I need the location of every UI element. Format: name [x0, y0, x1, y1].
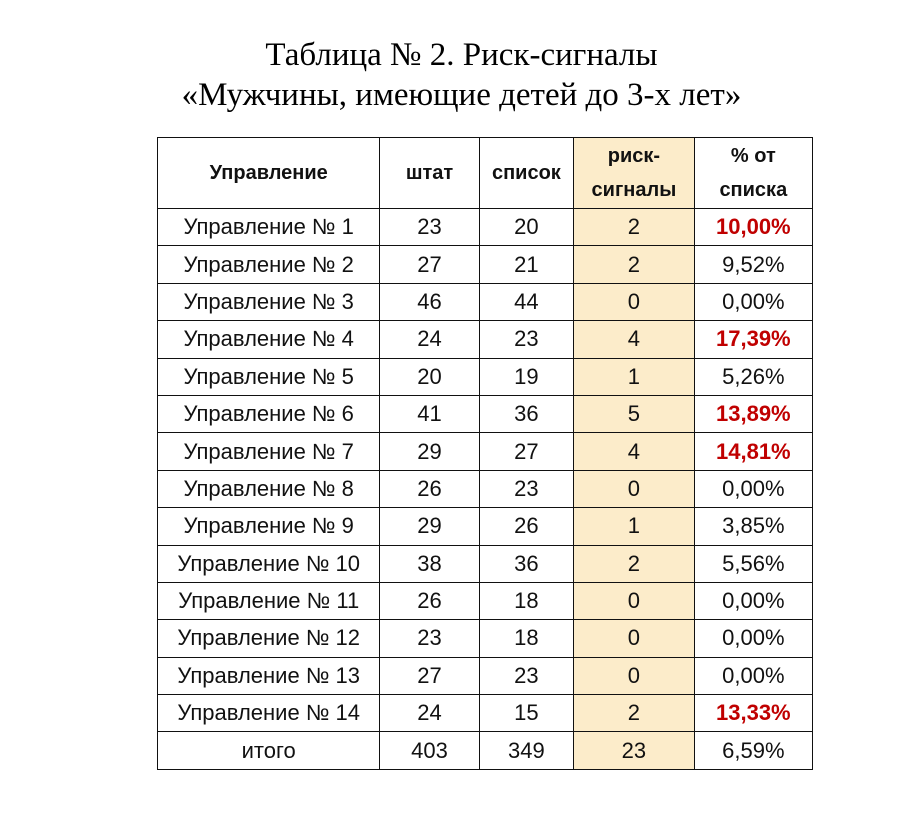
cell-staff: 20 [380, 358, 479, 395]
table-row [158, 209, 813, 246]
table-row [158, 358, 813, 395]
header-percent-line1: % от [730, 145, 776, 167]
cell-percent: 5,26% [694, 358, 812, 395]
header-risk-signals [574, 138, 694, 209]
cell-department: Управление № 12 [158, 620, 380, 657]
table-row [158, 657, 813, 694]
cell-percent: 17,39% [694, 321, 812, 358]
cell-staff: 23 [380, 620, 479, 657]
cell-staff: 24 [380, 695, 479, 732]
cell-risk-signals: 5 [574, 395, 694, 432]
cell-list: 18 [479, 582, 574, 619]
total-percent: 6,59% [694, 732, 812, 769]
cell-risk-signals: 4 [574, 433, 694, 470]
cell-staff: 46 [380, 283, 479, 320]
cell-department: Управление № 6 [158, 395, 380, 432]
cell-department: Управление № 10 [158, 545, 380, 582]
cell-risk-signals: 2 [574, 545, 694, 582]
cell-percent: 0,00% [694, 620, 812, 657]
table-row [158, 433, 813, 470]
table-row [158, 283, 813, 320]
cell-percent: 9,52% [694, 246, 812, 283]
table-title-line1: Таблица № 2. Риск-сигналы [265, 37, 658, 73]
cell-department: Управление № 4 [158, 321, 380, 358]
table-row [158, 470, 813, 507]
cell-staff: 38 [380, 545, 479, 582]
cell-staff: 26 [380, 470, 479, 507]
table-total-row [158, 732, 813, 769]
table-row [158, 321, 813, 358]
cell-list: 18 [479, 620, 574, 657]
cell-list: 36 [479, 395, 574, 432]
cell-list: 44 [479, 283, 574, 320]
cell-department: Управление № 11 [158, 582, 380, 619]
cell-staff: 24 [380, 321, 479, 358]
cell-department: Управление № 7 [158, 433, 380, 470]
total-risk-signals: 23 [574, 732, 694, 769]
cell-risk-signals: 1 [574, 358, 694, 395]
cell-department: Управление № 1 [158, 209, 380, 246]
header-staff: штат [380, 138, 479, 209]
cell-risk-signals: 2 [574, 695, 694, 732]
cell-percent: 0,00% [694, 283, 812, 320]
cell-risk-signals: 0 [574, 283, 694, 320]
cell-risk-signals: 0 [574, 657, 694, 694]
cell-department: Управление № 5 [158, 358, 380, 395]
cell-department: Управление № 8 [158, 470, 380, 507]
table-header-row [158, 138, 813, 209]
total-label: итого [158, 732, 380, 769]
cell-list: 23 [479, 657, 574, 694]
table-row [158, 545, 813, 582]
total-staff: 403 [380, 732, 479, 769]
cell-list: 26 [479, 508, 574, 545]
cell-staff: 26 [380, 582, 479, 619]
cell-staff: 27 [380, 657, 479, 694]
cell-staff: 29 [380, 508, 479, 545]
cell-staff: 27 [380, 246, 479, 283]
cell-staff: 29 [380, 433, 479, 470]
table-row [158, 695, 813, 732]
cell-staff: 23 [380, 209, 479, 246]
table-row [158, 395, 813, 432]
cell-risk-signals: 0 [574, 620, 694, 657]
cell-percent: 13,89% [694, 395, 812, 432]
cell-risk-signals: 0 [574, 582, 694, 619]
cell-list: 15 [479, 695, 574, 732]
cell-percent: 0,00% [694, 657, 812, 694]
header-risk-signals-line2: сигналы [591, 179, 677, 201]
cell-list: 27 [479, 433, 574, 470]
cell-list: 21 [479, 246, 574, 283]
cell-percent: 0,00% [694, 582, 812, 619]
table-row [158, 246, 813, 283]
table-row [158, 582, 813, 619]
cell-percent: 10,00% [694, 209, 812, 246]
cell-list: 20 [479, 209, 574, 246]
cell-department: Управление № 14 [158, 695, 380, 732]
cell-list: 23 [479, 321, 574, 358]
cell-percent: 14,81% [694, 433, 812, 470]
cell-risk-signals: 0 [574, 470, 694, 507]
header-department: Управление [158, 138, 380, 209]
cell-risk-signals: 1 [574, 508, 694, 545]
cell-percent: 13,33% [694, 695, 812, 732]
cell-risk-signals: 2 [574, 246, 694, 283]
spreadsheet-area [153, 128, 813, 770]
table-row [158, 620, 813, 657]
cell-list: 19 [479, 358, 574, 395]
table-row [158, 508, 813, 545]
cell-risk-signals: 4 [574, 321, 694, 358]
table-title-line2: «Мужчины, имеющие детей до 3-х лет» [181, 77, 742, 113]
cell-staff: 41 [380, 395, 479, 432]
header-risk-signals-line1: риск- [607, 145, 661, 167]
header-percent-line2: списка [719, 179, 788, 201]
cell-percent: 3,85% [694, 508, 812, 545]
cell-list: 36 [479, 545, 574, 582]
cell-department: Управление № 2 [158, 246, 380, 283]
cell-department: Управление № 9 [158, 508, 380, 545]
cell-risk-signals: 2 [574, 209, 694, 246]
cell-department: Управление № 3 [158, 283, 380, 320]
cell-department: Управление № 13 [158, 657, 380, 694]
total-list: 349 [479, 732, 574, 769]
cell-list: 23 [479, 470, 574, 507]
header-percent [694, 138, 812, 209]
cell-percent: 5,56% [694, 545, 812, 582]
risk-signals-table [157, 137, 813, 770]
cell-percent: 0,00% [694, 470, 812, 507]
header-list: список [479, 138, 574, 209]
table-body [158, 209, 813, 770]
